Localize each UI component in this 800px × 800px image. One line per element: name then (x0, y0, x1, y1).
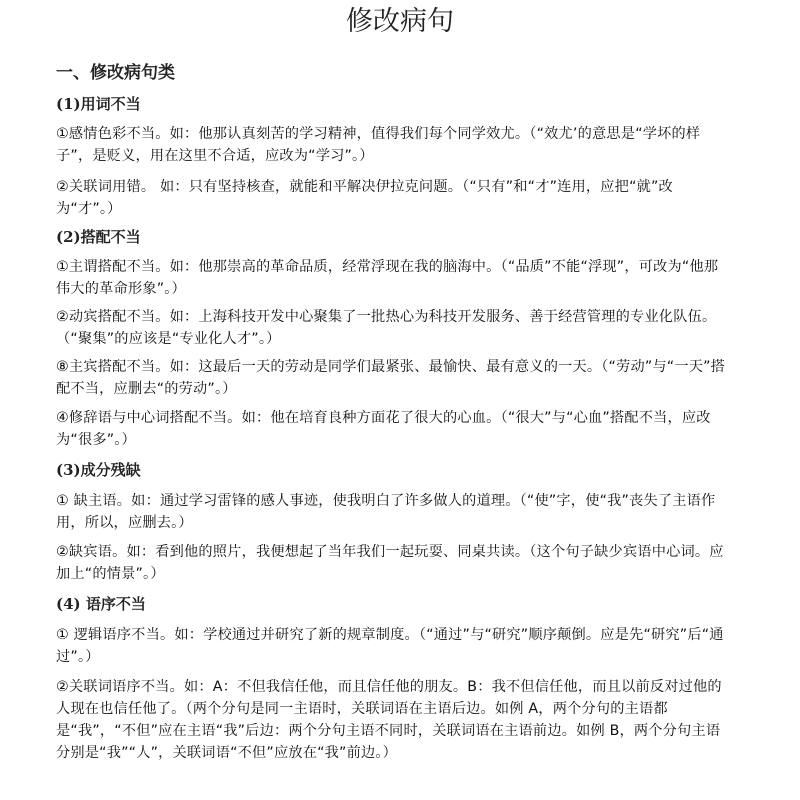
subsection-heading-3: (3)成分残缺 (56, 461, 141, 479)
paragraph: ②关联词用错。 如：只有坚持核查，就能和平解决伊拉克问题。（“只有”和“才”连用，应把“就”改为“才”。） (56, 179, 673, 217)
section-heading: 一、修改病句类 (56, 63, 175, 83)
paragraph: ②动宾搭配不当。如：上海科技开发中心聚集了一批热心为科技开发服务、善于经营管理的专业化队伍。（“聚集”的应该是“专业化人才”。） (56, 309, 717, 347)
subsection-heading-2: (2)搭配不当 (56, 228, 141, 246)
paragraph: ⑧主宾搭配不当。如：这最后一天的劳动是同学们最紧张、最愉快、最有意义的一天。（“劳动”与“一天”搭配不当，应删去“的劳动”。） (56, 359, 726, 397)
paragraph: ①感情色彩不当。如：他那认真刻苦的学习精神，值得我们每个同学效尤。（“效尤’的意思是“学坏的样子”，是贬义，用在这里不合适，应改为“学习”。） (56, 126, 701, 164)
paragraph: ④修辞语与中心词搭配不当。如：他在培育良种方面花了很大的心血。（“很大”与“心血”搭配不当，应改为“很多”。） (56, 410, 711, 448)
paragraph: ①主谓搭配不当。如：他那崇高的革命品质，经常浮现在我的脑海中。（“品质”不能“浮现”，可改为“他那伟大的革命形象”。） (56, 259, 719, 297)
document-title: 修改病句 (346, 6, 454, 37)
paragraph: ②缺宾语。如：看到他的照片，我便想起了当年我们一起玩耍、同桌共读。（这个句子缺少宾语中心词。应加上“的情景”。） (56, 544, 724, 582)
subsection-heading-1: (1)用词不当 (56, 95, 141, 113)
paragraph: ②关联词语序不当。如：A：不但我信任他，而且信任他的朋友。B：我不但信任他，而且以前反对过他的人现在也信任他了。（两个分句是同一主语时，关联词语在主语后边。如例 A，两个分句的主语都是“我”，“不但”应在主语“我”后边：两个分句主语不同时，关联词语在主语前边。如例 B，两个分句主语分别是“我”“人”，关联词语“不但”应放在“我”前边。） (56, 679, 722, 761)
paragraph: ① 缺主语。如：通过学习雷锋的感人事迹，使我明白了许多做人的道理。（“使”字，使“我”丧失了主语作用，所以，应删去。） (56, 493, 716, 531)
paragraph: ① 逻辑语序不当。如：学校通过并研究了新的规章制度。（“通过”与“研究”顺序颠倒。应是先“研究”后“通过”。） (56, 627, 724, 665)
subsection-heading-4: (4) 语序不当 (56, 595, 146, 613)
